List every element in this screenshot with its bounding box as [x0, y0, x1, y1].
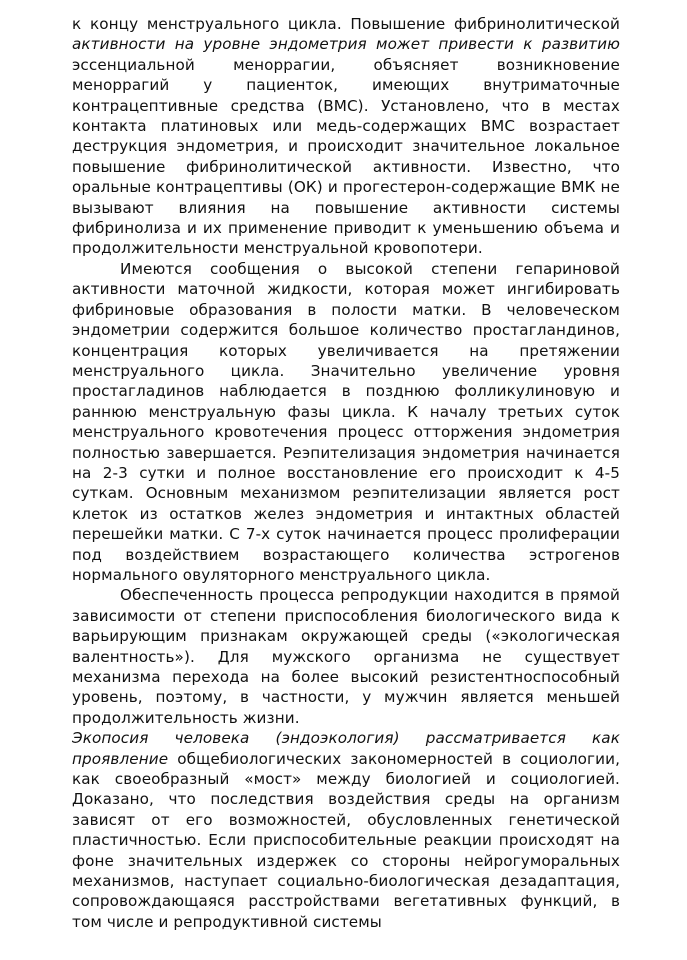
- paragraph-3: [72, 585, 620, 728]
- body-text: [72, 14, 620, 932]
- italic-text-run: активности на уровне эндометрия может привести к развитию: [72, 35, 620, 54]
- text-run: Имеются сообщения о высокой степени гепариновой активности маточной жидкости, которая может ингибировать фибриновые образования в полости матки. В человеческом эндометрии содержится большое количество простагландинов, концентрация которых увеличивается на претяжении менструального цикла. Значительно увеличение уровня простагладинов наблюдается в позднюю фолликулиновую и раннюю менструальную фазы цикла. К началу третьих суток менструального кровотечения процесс отторжения эндометрия полностью завершается. Реэпителизация эндометрия начинается на 2-3 сутки и полное восстановление его происходит к 4-5 суткам. Основным механизмом реэпителизации является рост клеток из остатков желез эндометрия и интактных областей перешейки матки. С 7-х суток начинается процесс пролиферации под воздействием возрастающего количества эстрогенов нормального овуляторного менструального цикла.: [72, 259, 620, 584]
- text-run: к концу менструального цикла. Повышение фибринолитической: [72, 15, 620, 33]
- italic-text-run: Экопосия человека (эндоэкология) рассматривается как проявление: [72, 729, 620, 768]
- text-run: общебиологических закономерностей в социологии, как своеобразный «мост» между биологией и социологией. Доказано, что последствия воздействия среды на организм зависят от его возможностей, обусловленных генетической пластичностью. Если приспособительные реакции происходят на фоне значительных издержек со стороны нейрогуморальных механизмов, наступает социально-биологическая дезадаптация, сопровождающаяся расстройствами вегетативных функций, в том числе и репродуктивной системы: [72, 749, 620, 931]
- paragraph-4: [72, 728, 620, 932]
- text-run: Обеспеченность процесса репродукции находится в прямой зависимости от степени приспособления биологического вида к варьирующим признакам окружающей среды («экологическая валентность»). Для мужского организма не существует механизма перехода на более высокий резистентноспособный уровень, поэтому, в частности, у мужчин является меньшей продолжительность жизни.: [72, 586, 620, 727]
- paragraph-1: [72, 14, 620, 259]
- paragraph-2: [72, 259, 620, 586]
- text-run: эссенциальной меноррагии, объясняет возникновение меноррагий у пациенток, имеющих внутриматочные контрацептивные средства (ВМС). Установлено, что в местах контакта платиновых или медь-содержащих ВМС возрастает деструкция эндометрия, и происходит значительное локальное повышение фибринолитической активности. Известно, что оральные контрацептивы (ОК) и прогестерон-содержащие ВМК не вызывают влияния на повышение активности системы фибринолиза и их применение приводит к уменьшению объема и продолжительности менструальной кровопотери.: [72, 55, 620, 258]
